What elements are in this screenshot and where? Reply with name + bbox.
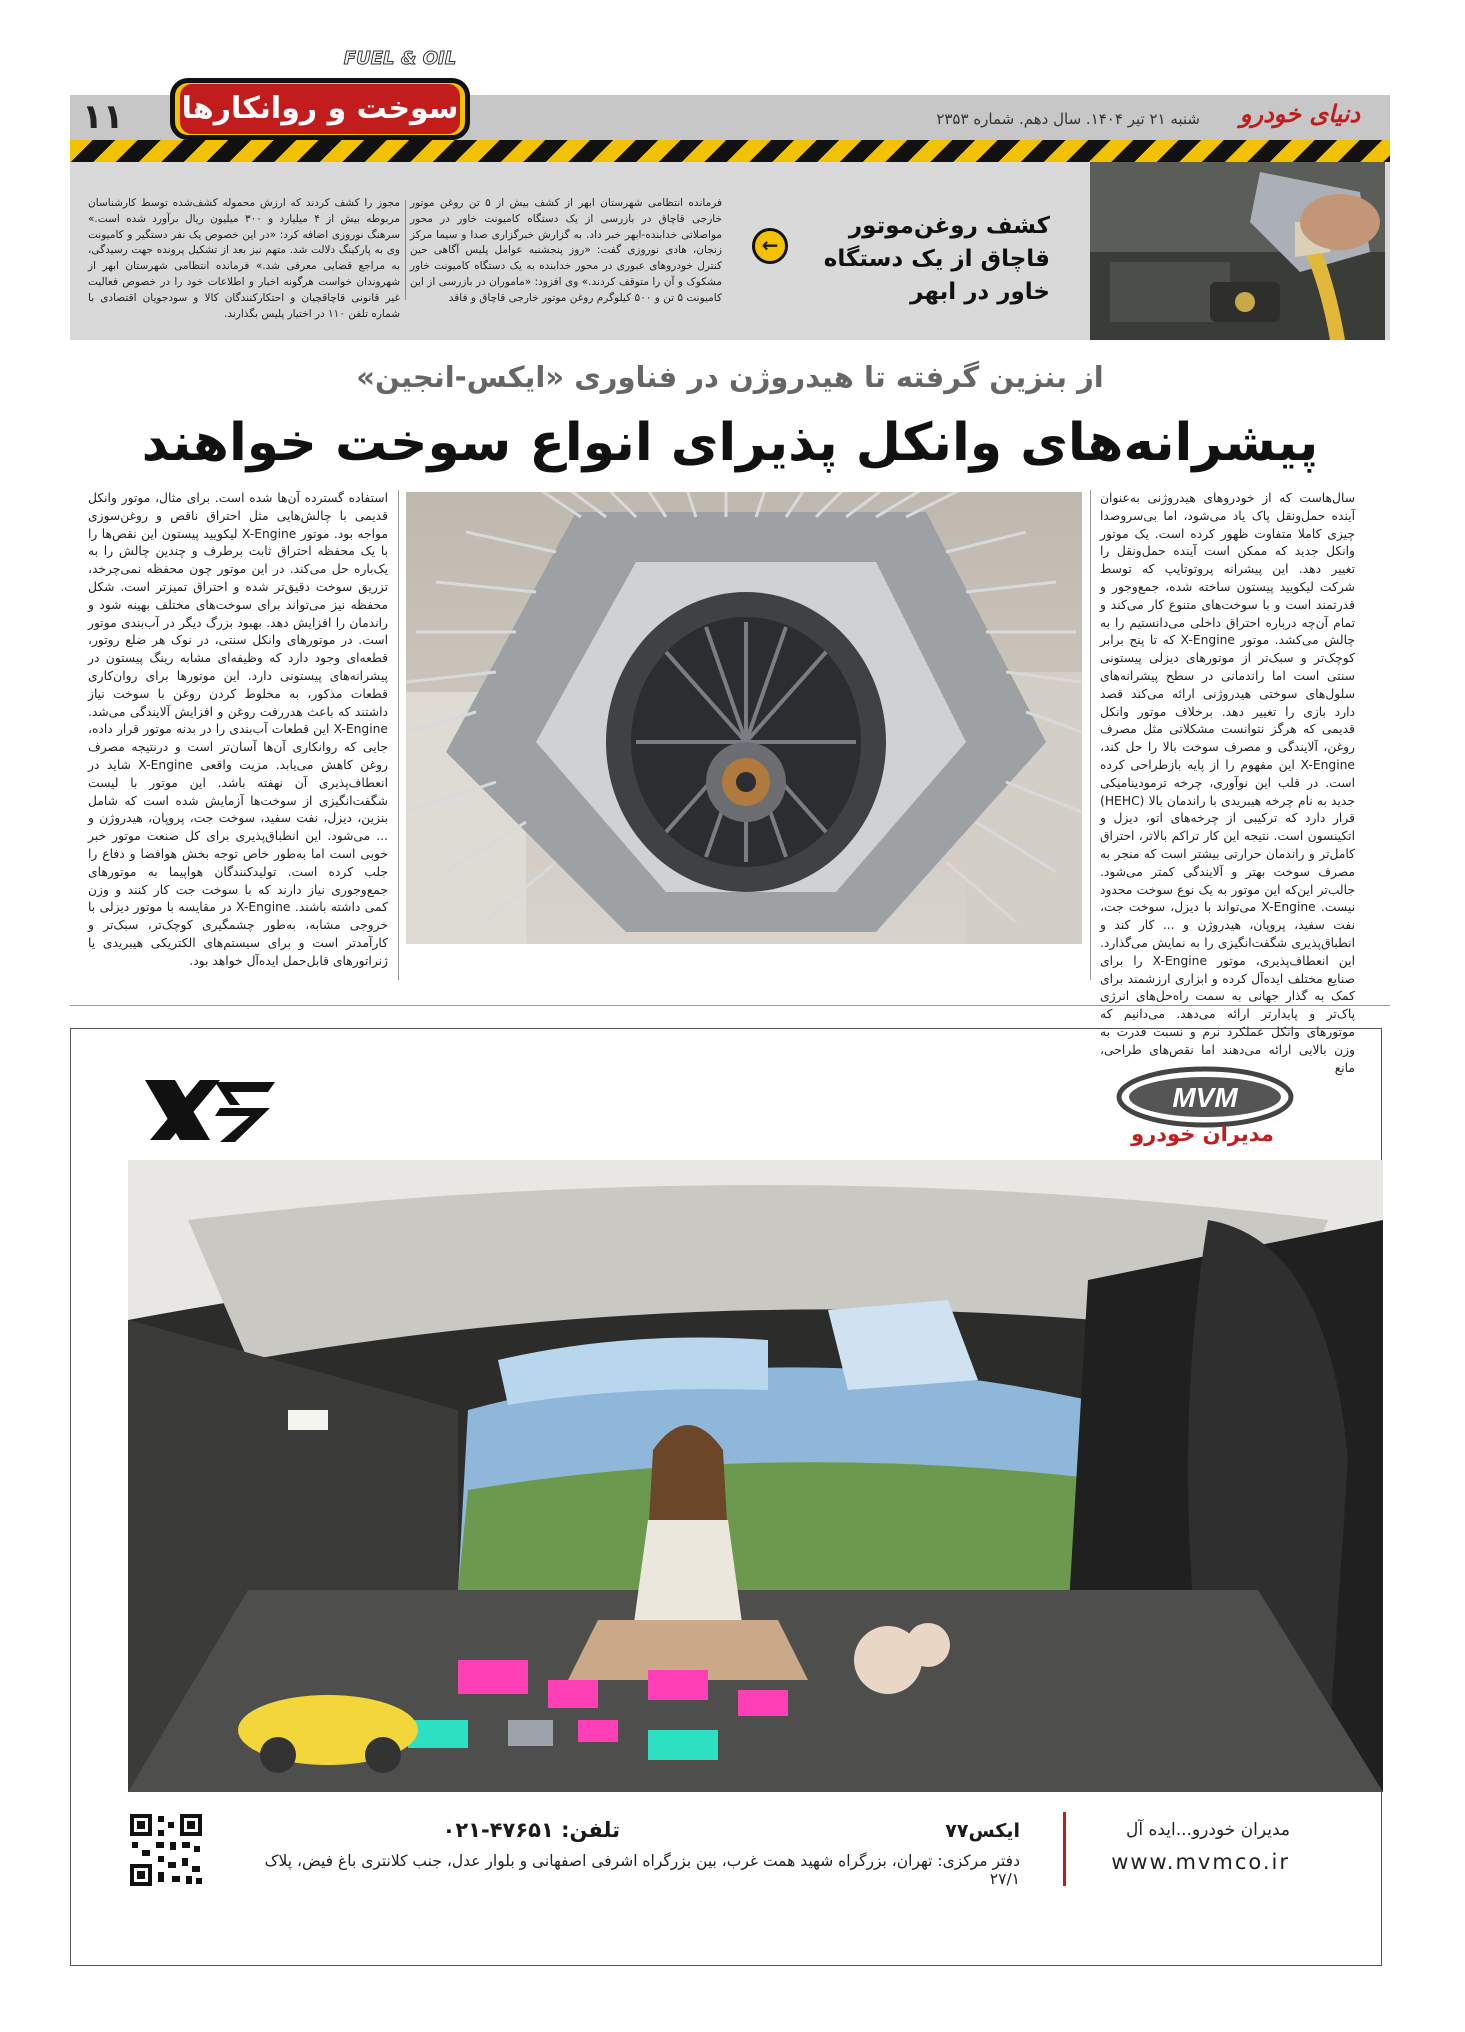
ad-photo-child-in-cargo	[128, 1160, 1383, 1792]
article-text-left: استفاده گسترده آن‌ها شده است. برای مثال، موتور وانکل قدیمی با چالش‌هایی مثل احتراق ناقص و روغن‌سوزی مواجه بود. موتور X-Engine لیکویید پیستون این نقص‌ها را با یک محفظه احتراق ثابت برطرف و چندین چالش را به یک‌باره حل می‌کند. در این موتور چون محفظه نمی‌چرخد، تزریق سوخت دقیق‌تر شده و احتراق تمیزتر است. شکل محفظه نیز می‌تواند برای سوخت‌های مختلف بهینه شود و راندمان را افزایش دهد. بهبود بزرگ دیگر در آب‌بندی موتور است. در موتورهای وانکل سنتی، در نوک هر ضلع روتور، قطعه‌ای وجود دارد که وظیفه‌ای مشابه رینگ پیستون در پیشرانه‌های پیستونی دارد. این موتورها برای روان‌کاری قطعات مذکور، به مخلوط کردن روغن با سوخت نیاز داشتند که باعث هدررفت روغن و افزایش آلایندگی می‌شد. X-Engine این قطعات آب‌بندی را در بدنه موتور قرار داده، جایی که روانکاری آن‌ها آسان‌تر است و درنتیجه مصرف روغن کاهش می‌یابد. مزیت واقعی X-Engine شاید در انعطاف‌پذیری آن نهفته باشد. این موتور با لیست شگفت‌انگیزی از سوخت‌ها آزمایش شده است که شامل بنزین، دیزل، نفت سفید، سوخت جت، پروپان، هیدروژن و ... می‌شود. این انطباق‌پذیری برای کل صنعت موتور خبر خوبی است اما به‌طور خاص توجه بخش هوافضا و دفاع را جلب کرده است. تولیدکنندگان هواپیما به موتورهای جمع‌وجوری نیاز دارند که با سوخت جت کار کنند و وزن کمی داشته باشند. X-Engine در مقایسه با موتور دیزلی با خروجی مشابه، به‌طور چشمگیری کوچک‌تر، سبک‌تر و کارآمدتر است و برای سیستم‌های الکتریکی هیبریدی یا ژنراتورهای قابل‌حمل ایده‌آل خواهد بود.	[88, 491, 388, 968]
ad-address: دفتر مرکزی: تهران، بزرگراه شهید همت غرب، بین بزرگراه اشرفی اصفهانی و بلوار عدل، جنب کلانتری باغ فیض، پلاک ۲۷/۱	[264, 1852, 1020, 1888]
ad-footer-divider	[1063, 1812, 1066, 1886]
issue-info: شنبه ۲۱ تیر ۱۴۰۴. سال دهم. شماره ۲۳۵۳	[936, 110, 1200, 128]
hazard-stripe	[70, 140, 1390, 162]
article-photo-rotary-engine	[406, 492, 1082, 944]
page-number: ۱۱	[82, 97, 124, 137]
column-divider	[405, 200, 406, 300]
ad-website-link[interactable]: www.mvmco.ir	[1111, 1850, 1290, 1874]
section-divider	[70, 1005, 1390, 1006]
arrow-left-icon: ←	[752, 228, 788, 264]
section-title: سوخت و روانکارها	[180, 84, 460, 134]
ad-phone-number[interactable]: تلفن: ۴۷۶۵۱-۰۲۱	[442, 1818, 620, 1842]
brief-text-col1: فرمانده انتظامی شهرستان ابهر از کشف بیش از ۵ تن روغن موتور خارجی قاچاق در بازرسی از یک دستگاه کامیونت خاور در محور مواصلاتی خدابنده-ابهر خبر داد. به گزارش خبرگزاری صدا و سیما مرکز زنجان، هادی نوروزی گفت: «روز پنجشنبه عوامل پلیس آگاهی حین کنترل خودروهای عبوری در محور خدابنده به یک دستگاه کامیونت خاور مشکوک و آن را متوقف کردند.» وی افزود: «ماموران در بازرسی از این کامیونت ۵ تن و ۵۰۰ کیلوگرم روغن موتور خارجی قاچاق و فاقد	[410, 197, 723, 304]
article-kicker: از بنزین گرفته تا هیدروژن در فناوری «ایکس-انجین»	[356, 360, 1104, 394]
ad-tagline: مدیران خودرو...ایده آل	[1125, 1820, 1290, 1840]
brief-text-col2: مجوز را کشف کردند که ارزش محموله کشف‌شده توسط کارشناسان مربوطه بیش از ۴ میلیارد و ۳۰۰ میلیون ریال برآورد شده است.» سرهنگ نوروزی اضافه کرد: «در این خصوص یک نفر دستگیر و کامیونت وی به پارکینگ دلالت شد. متهم نیز بعد از تشکیل پرونده جهت رسیدگی، به مراجع قضایی معرفی شد.» فرمانده انتظامی شهرستان ابهر از شهروندان خواست هرگونه اخبار و اطلاعات خود را در خصوص فعالیت غیر قانونی قاچاقچیان و احتکارکنندگان کالا و سودجویان اقتصادی با شماره تلفن ۱۱۰ در اختیار پلیس بگذارند.	[88, 197, 400, 320]
brief-photo-oil-pour	[1090, 162, 1385, 340]
brand-logo-text: MVM	[1172, 1082, 1238, 1113]
section-subtitle: FUEL & OIL	[343, 48, 457, 69]
column-divider	[1090, 490, 1091, 980]
brief-title[interactable]: کشف روغن‌موتور قاچاق از یک دستگاه خاور در ابهر	[823, 213, 1050, 305]
column-divider	[398, 490, 399, 980]
article-headline[interactable]: پیشرانه‌های وانکل پذیرای انواع سوخت خواهند	[141, 413, 1319, 473]
article-text-right: سال‌هاست که از خودروهای هیدروژنی به‌عنوان آینده حمل‌ونقل پاک یاد می‌شود، اما بی‌سروصدا چیزی کاملا متفاوت ظهور کرده است. یک موتور وانکل جدید که ممکن است آینده حمل‌ونقل را تغییر دهد. این پیشرانه پروتوتایپ که توسط شرکت لیکویید پیستون ساخته شده، جمع‌وجور و قدرتمند است و با سوخت‌های متنوع کار می‌کند و تمام آن‌چه درباره احتراق داخلی می‌دانستیم را به چالش می‌کشد. موتور X-Engine که تا پنج برابر کوچک‌تر و سبک‌تر از موتورهای دیزلی پیستونی سنتی است اما راندمانی در سطح پیشرانه‌های سلول‌های سوختی هیدروژنی ارائه می‌کند قصد دارد بازی را تغییر دهد. برخلاف موتور وانکل قدیمی که هرگز نتوانست مشکلاتی مثل مصرف روغن، آلایندگی و مصرف سوخت بالا را حل کند، X-Engine این مفهوم را از پایه بازطراحی کرده است. در قلب این نوآوری، چرخه ترمودینامیکی جدید به نام چرخه هیبریدی با راندمان بالا (HEHC) قرار دارد که ترکیبی از چرخه‌های اتو، دیزل و اتکینسون است. نتیجه این کار تراکم بالاتر، احتراق کامل‌تر و راندمان حرارتی بیشتر است که منجر به مصرف سوخت بهتر و آلایندگی کمتر می‌شود. جالب‌تر این‌که این موتور به یک نوع سوخت محدود نیست. X-Engine می‌تواند با دیزل، سوخت جت، نفت سفید، پروپان، هیدروژن و ... کار کند و انطباق‌پذیری شگفت‌انگیزی را به نمایش می‌گذارد. این انعطاف‌پذیری، موتور X-Engine را برای صنایع مختلف ایده‌آل کرده و ابزاری ارزشمند برای کمک به گذار جهانی به سمت راه‌حل‌های انرژی پاک‌تر و پایدارتر ارائه می‌دهد. می‌دانیم که موتورهای وانکل عملکرد نرم و نسبت قدرت به وزن بالایی ارائه می‌دهند اما نقص‌های طراحی، مانع	[1100, 491, 1355, 1075]
qr-code-icon[interactable]	[128, 1812, 204, 1888]
ad-model-name: ایکس۷۷	[945, 1820, 1020, 1842]
brand-name: مدیران خودرو	[1131, 1122, 1274, 1146]
masthead-logo[interactable]: دنیای خودرو	[1239, 100, 1361, 128]
x77-model-logo	[140, 1070, 280, 1150]
